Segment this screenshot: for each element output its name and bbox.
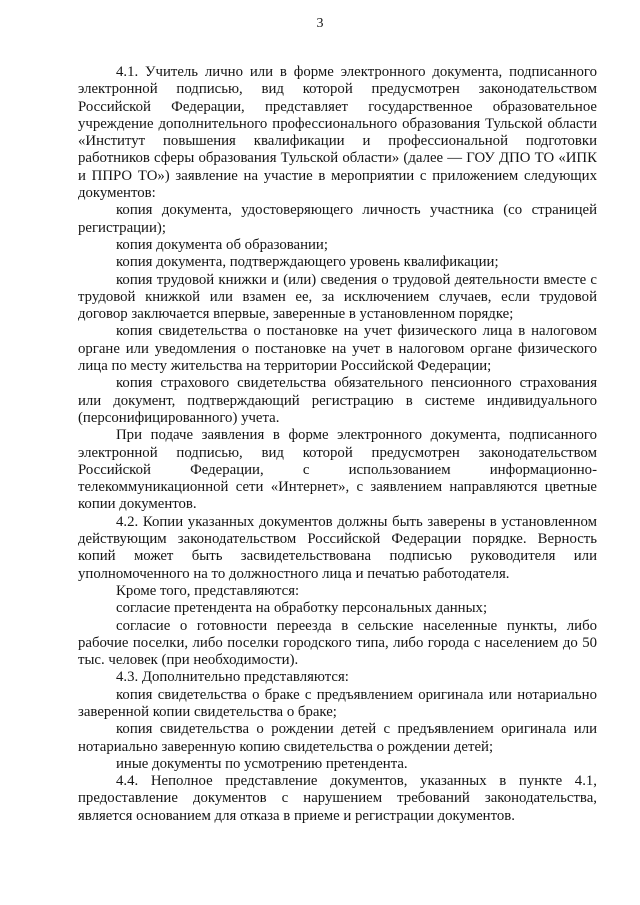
list-item-tax-registration: копия свидетельства о постановке на учет физического лица в налоговом органе или уведомления о постановке на учет в налоговом органе физического лица по месту жительства на территории Российской Федерации;	[78, 323, 597, 375]
paragraph-additionally-submitted: Кроме того, представляются:	[116, 582, 300, 599]
paragraph-4-4: 4.4. Неполное представление документов, указанных в пункте 4.1, предоставление документов с нарушением требований законодательства, является основанием для отказа в приеме и регистрации документов.	[78, 773, 597, 824]
list-item-qualification-document: копия документа, подтверждающего уровень квалификации;	[116, 254, 499, 271]
document-body	[78, 64, 597, 825]
list-item-employment-record: копия трудовой книжки и (или) сведения о трудовой деятельности вместе с трудовой книжкой или взамен ее, за исключением случаев, если трудовой договор заключается впервые, заверенные в установленном порядке;	[78, 271, 597, 323]
list-item-other-documents: иные документы по усмотрению претендента.	[116, 755, 408, 772]
list-item-birth-certificates: копия свидетельства о рождении детей с предъявлением оригинала или нотариально заверенную копию свидетельства о рождении детей;	[78, 721, 597, 755]
list-item-relocation-consent: согласие о готовности переезда в сельские населенные пункты, либо рабочие поселки, либо поселки городского типа, либо города с населением до 50 тыс. человек (при необходимости).	[78, 617, 597, 669]
paragraph-electronic-submission: При подаче заявления в форме электронного документа, подписанного электронной подписью, вид которой предусмотрен законодательством Российской Федерации, с использованием информационно-телекоммуникационной сети «Интернет», с заявлением направляются цветные копии документов.	[78, 427, 597, 513]
list-item-marriage-certificate: копия свидетельства о браке с предъявлением оригинала или нотариально заверенной копии свидетельства о браке;	[78, 686, 597, 720]
list-item-education-document: копия документа об образовании;	[116, 236, 328, 253]
list-item-identity-document: копия документа, удостоверяющего личность участника (со страницей регистрации);	[78, 202, 597, 236]
list-item-personal-data-consent: согласие претендента на обработку персональных данных;	[116, 600, 488, 617]
list-item-pension-insurance: копия страхового свидетельства обязательного пенсионного страхования или документ, подтверждающий регистрацию в системе индивидуального (персонифицированного) учета.	[78, 375, 597, 426]
paragraph-4-1: 4.1. Учитель лично или в форме электронного документа, подписанного электронной подписью, вид которой предусмотрен законодательством Российской Федерации, представляет государственное образовательное учреждение дополнительного профессионального образования Тульской области «Институт повышения квалификации и профессиональной подготовки работников сферы образования Тульской области» (далее — ГОУ ДПО ТО «ИПК и ППРО ТО») заявление на участие в мероприятии с приложением следующих документов:	[78, 64, 597, 202]
page-number: 3	[316, 16, 324, 31]
paragraph-4-3: 4.3. Дополнительно представляются:	[116, 669, 349, 686]
paragraph-4-2: 4.2. Копии указанных документов должны быть заверены в установленном действующим законодательством Российской Федерации порядке. Верность копий может быть засвидетельствована подписью руководителя или уполномоченного на то должностного лица и печатью работодателя.	[78, 513, 597, 582]
